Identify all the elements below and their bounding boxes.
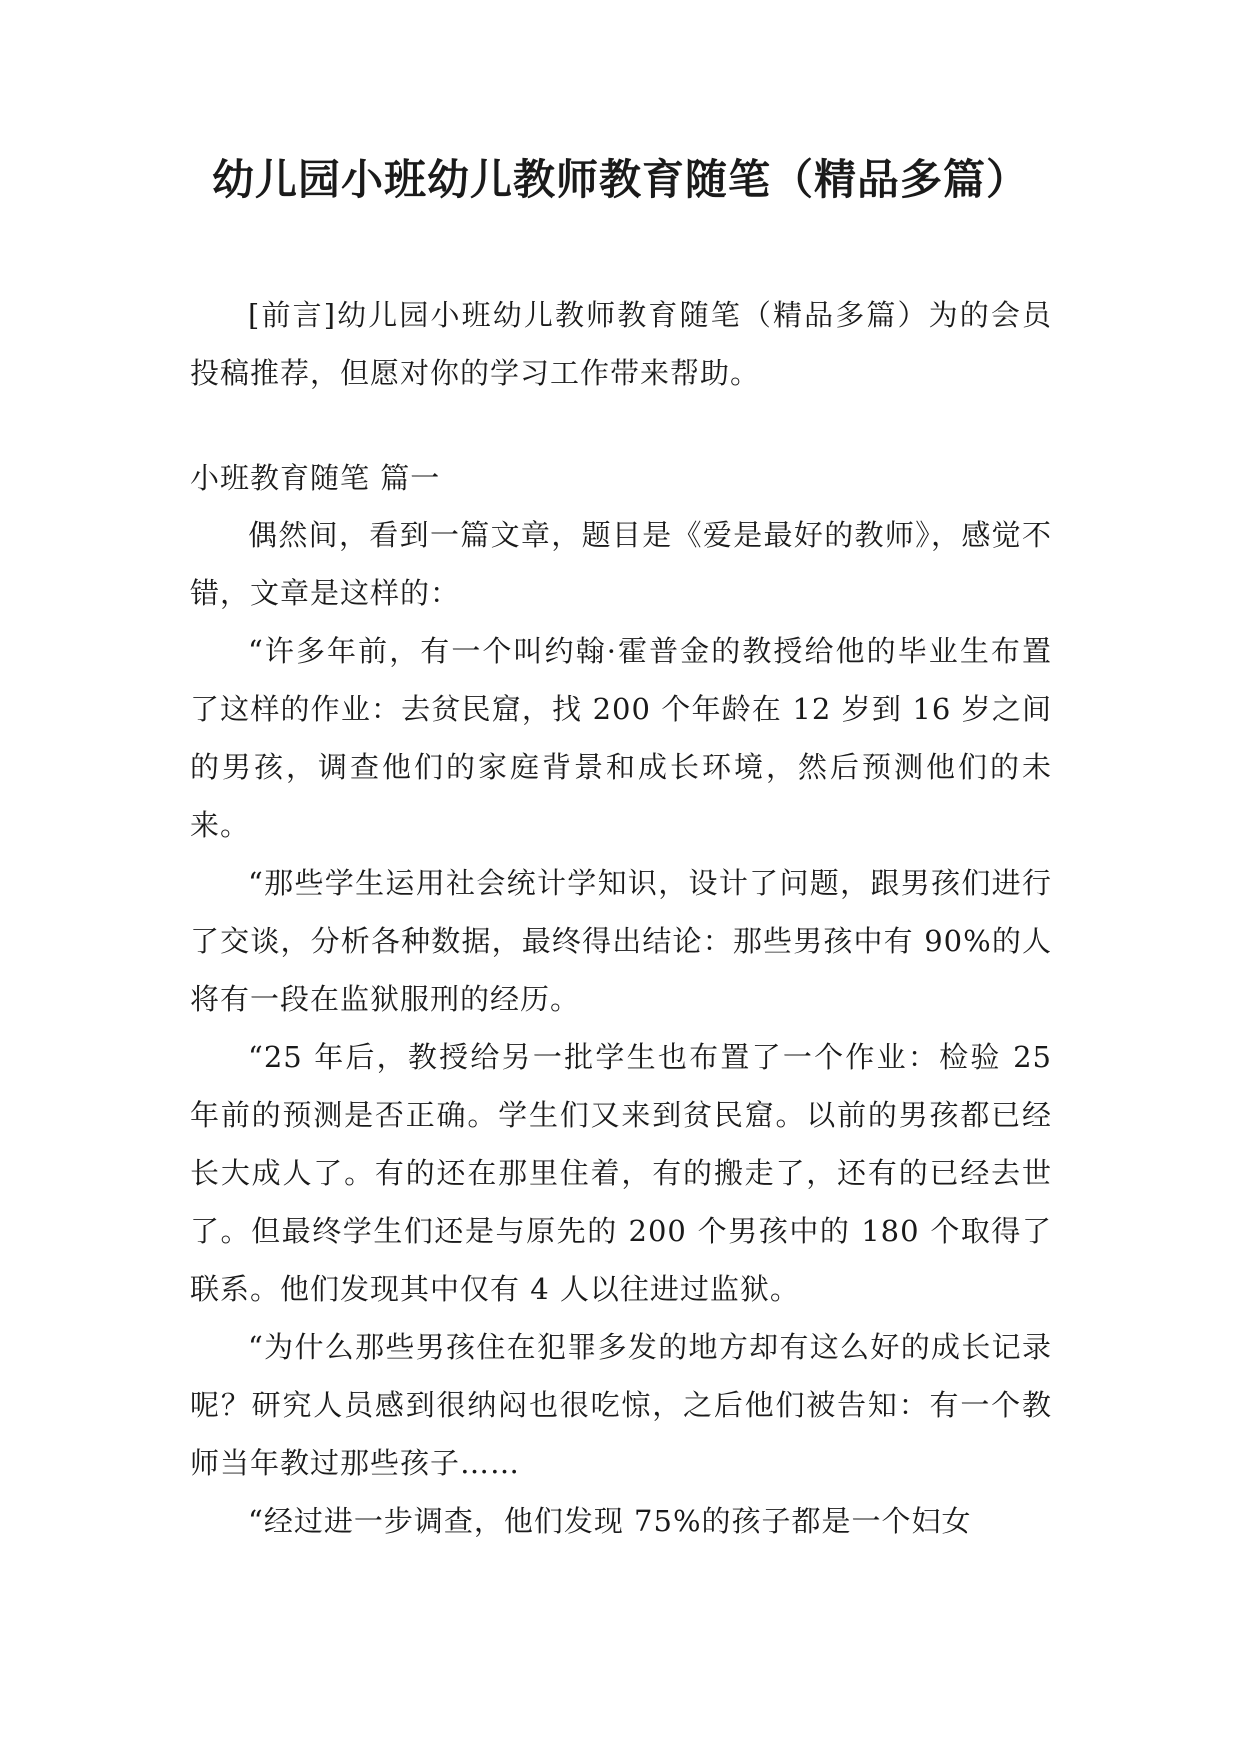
document-body — [190, 286, 1052, 1550]
body-paragraph: “许多年前，有一个叫约翰·霍普金的教授给他的毕业生布置了这样的作业：去贫民窟，找 200 个年龄在 12 岁到 16 岁之间的男孩，调查他们的家庭背景和成长环境，然后预测他们的未来。 — [190, 634, 1052, 842]
body-paragraph: “经过进一步调查，他们发现 75%的孩子都是一个妇女 — [248, 1504, 972, 1538]
body-paragraph: 偶然间，看到一篇文章，题目是《爱是最好的教师》，感觉不错，文章是这样的： — [190, 518, 1052, 610]
document-title: 幼儿园小班幼儿教师教育随笔（精品多篇） — [211, 155, 1029, 204]
section-heading: 小班教育随笔 篇一 — [190, 461, 441, 495]
body-paragraph: “为什么那些男孩住在犯罪多发的地方却有这么好的成长记录呢？研究人员感到很纳闷也很吃惊，之后他们被告知：有一个教师当年教过那些孩子…… — [190, 1330, 1052, 1480]
preface-paragraph: [前言]幼儿园小班幼儿教师教育随笔（精品多篇）为的会员投稿推荐，但愿对你的学习工作带来帮助。 — [190, 298, 1052, 390]
body-paragraph: “那些学生运用社会统计学知识，设计了问题，跟男孩们进行了交谈，分析各种数据，最终得出结论：那些男孩中有 90%的人将有一段在监狱服刑的经历。 — [190, 866, 1052, 1016]
body-paragraph: “25 年后，教授给另一批学生也布置了一个作业：检验 25 年前的预测是否正确。学生们又来到贫民窟。以前的男孩都已经长大成人了。有的还在那里住着，有的搬走了，还有的已经去世了。但最终学生们还是与原先的 200 个男孩中的 180 个取得了联系。他们发现其中仅有 4 人以往进过监狱。 — [190, 1040, 1052, 1306]
